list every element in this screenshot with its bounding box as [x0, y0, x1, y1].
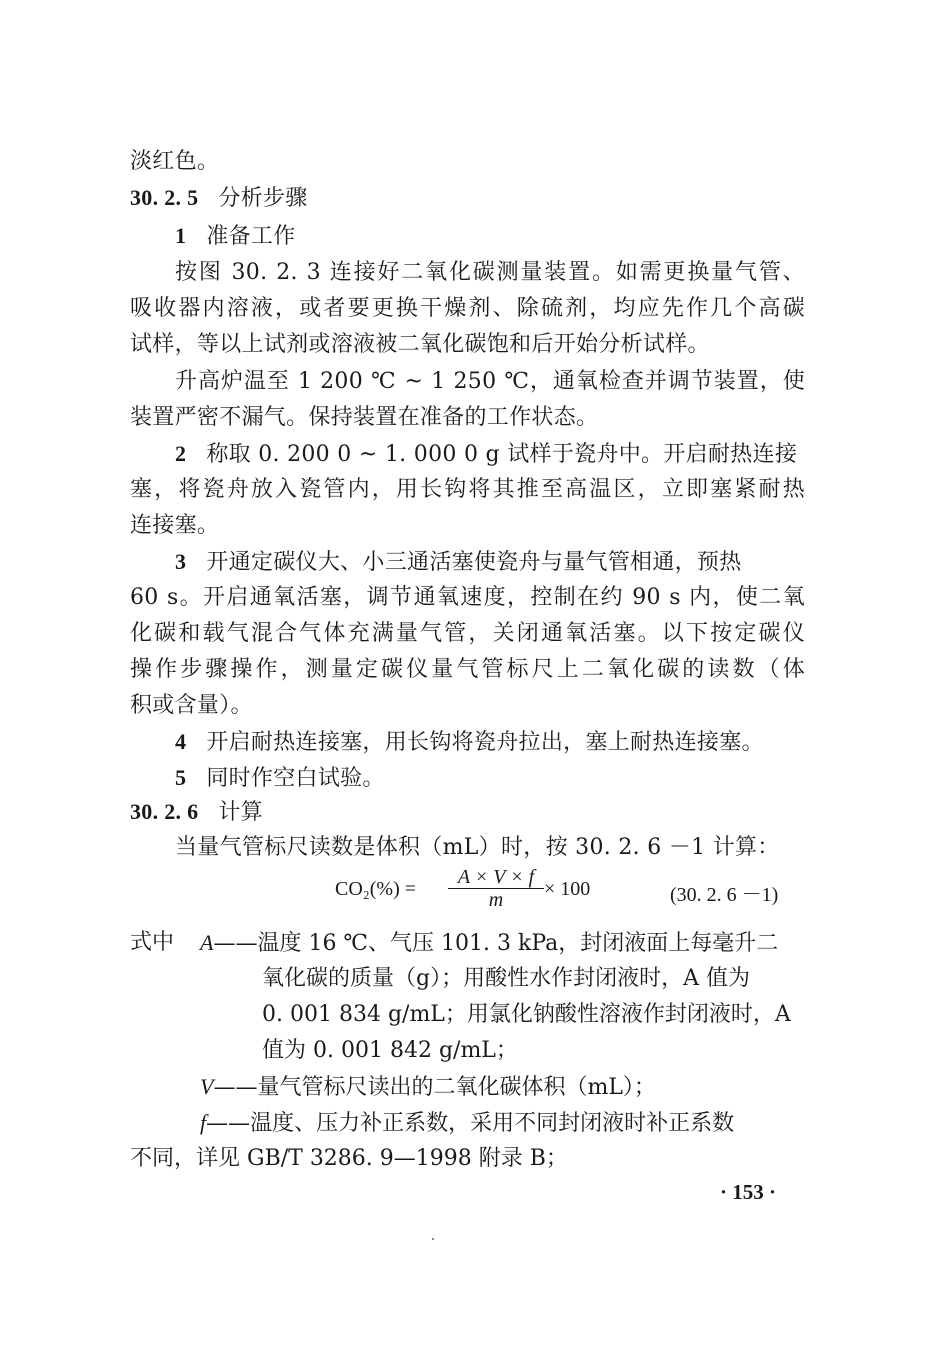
text-line: 氧化碳的质量（g）；用酸性水作封闭液时，A 值为 — [262, 966, 750, 991]
formula-number: (30. 2. 6 －1) — [670, 884, 779, 906]
scan-speck — [432, 1238, 434, 1240]
text-line: 升高炉温至 1 200 ℃ ~ 1 250 ℃，通氧检查并调节装置，使 — [175, 369, 805, 394]
section-number: 30. 2. 5 — [130, 185, 199, 210]
step-text: 开启耐热连接塞，用长钩将瓷舟拉出，塞上耐热连接塞。 — [206, 730, 764, 755]
step-text: 称取 0. 200 0 ~ 1. 000 0 g 试样于瓷舟中。开启耐热连接 — [206, 442, 798, 467]
step-title: 准备工作 — [206, 224, 296, 249]
variable-definition: ——温度 16 ℃、气压 101. 3 kPa，封闭液面上每毫升二 — [213, 931, 779, 956]
text-line: 值为 0. 001 842 g/mL； — [262, 1038, 518, 1063]
text-line: 操作步骤操作，测量定碳仪量气管标尺上二氧化碳的读数（体 — [130, 657, 805, 682]
section-heading-30-2-5 — [130, 183, 805, 214]
step-text: 同时作空白试验。 — [206, 766, 385, 791]
page-number: · 153 · — [720, 1180, 777, 1204]
section-number: 30. 2. 6 — [130, 799, 199, 824]
text-line: 当量气管标尺读数是体积（mL）时，按 30. 2. 6 －1 计算： — [175, 835, 780, 860]
step-3-line — [175, 547, 805, 578]
step-number: 4 — [175, 729, 187, 754]
formula-fraction — [448, 866, 544, 911]
variable-symbol: f — [200, 1110, 207, 1135]
text-line: 吸收器内溶液，或者要更换干燥剂、除硫剂，均应先作几个高碳 — [130, 296, 805, 321]
formula-lhs: CO₂(%) = — [335, 878, 417, 900]
step-2-line — [175, 439, 805, 470]
variable-symbol: A — [200, 930, 214, 955]
step-text: 开通定碳仪大、小三通活塞使瓷舟与量气管相通，预热 — [206, 550, 742, 575]
text-line: 按图 30. 2. 3 连接好二氧化碳测量装置。如需更换量气管、 — [175, 260, 805, 285]
step-heading-1 — [175, 221, 805, 252]
text-line: 装置严密不漏气。保持装置在准备的工作状态。 — [130, 405, 599, 430]
step-number: 5 — [175, 765, 187, 790]
text-line: 60 s。开启通氧活塞，调节通氧速度，控制在约 90 s 内，使二氧 — [130, 585, 805, 610]
step-number: 1 — [175, 223, 187, 248]
section-title: 分析步骤 — [218, 186, 308, 211]
step-5-line — [175, 763, 805, 794]
variable-definition: ——量气管标尺读出的二氧化碳体积（mL）； — [213, 1075, 656, 1100]
section-title: 计算 — [218, 800, 264, 825]
where-label: 式中 — [130, 930, 175, 955]
text-line: 塞，将瓷舟放入瓷管内，用长钩将其推至高温区，立即塞紧耐热 — [130, 477, 805, 502]
text-line: 化碳和载气混合气体充满量气管，关闭通氧活塞。以下按定碳仪 — [130, 621, 805, 646]
text-line: 0. 001 834 g/mL；用氯化钠酸性溶液作封闭液时，A — [262, 1002, 791, 1027]
where-item-f — [200, 1108, 734, 1139]
formula-multiplier: × 100 — [544, 878, 591, 900]
where-item-V — [200, 1072, 656, 1103]
formula-co2 — [130, 866, 805, 918]
variable-definition: ——温度、压力补正系数，采用不同封闭液时补正系数 — [206, 1111, 735, 1136]
text-line: 淡红色。 — [130, 149, 220, 174]
step-number: 3 — [175, 549, 187, 574]
text-line: 试样，等以上试剂或溶液被二氧化碳饱和后开始分析试样。 — [130, 332, 710, 357]
formula-denominator: m — [488, 889, 504, 911]
text-line: 积或含量）。 — [130, 693, 253, 718]
formula-numerator: A × V × f — [448, 866, 544, 889]
section-heading-30-2-6 — [130, 797, 805, 828]
text-line: 连接塞。 — [130, 513, 220, 538]
variable-symbol: V — [200, 1074, 214, 1099]
where-item-A — [200, 928, 778, 959]
text-line: 不同，详见 GB/T 3286. 9—1998 附录 B； — [130, 1146, 568, 1171]
step-4-line — [175, 727, 805, 758]
step-number: 2 — [175, 441, 187, 466]
